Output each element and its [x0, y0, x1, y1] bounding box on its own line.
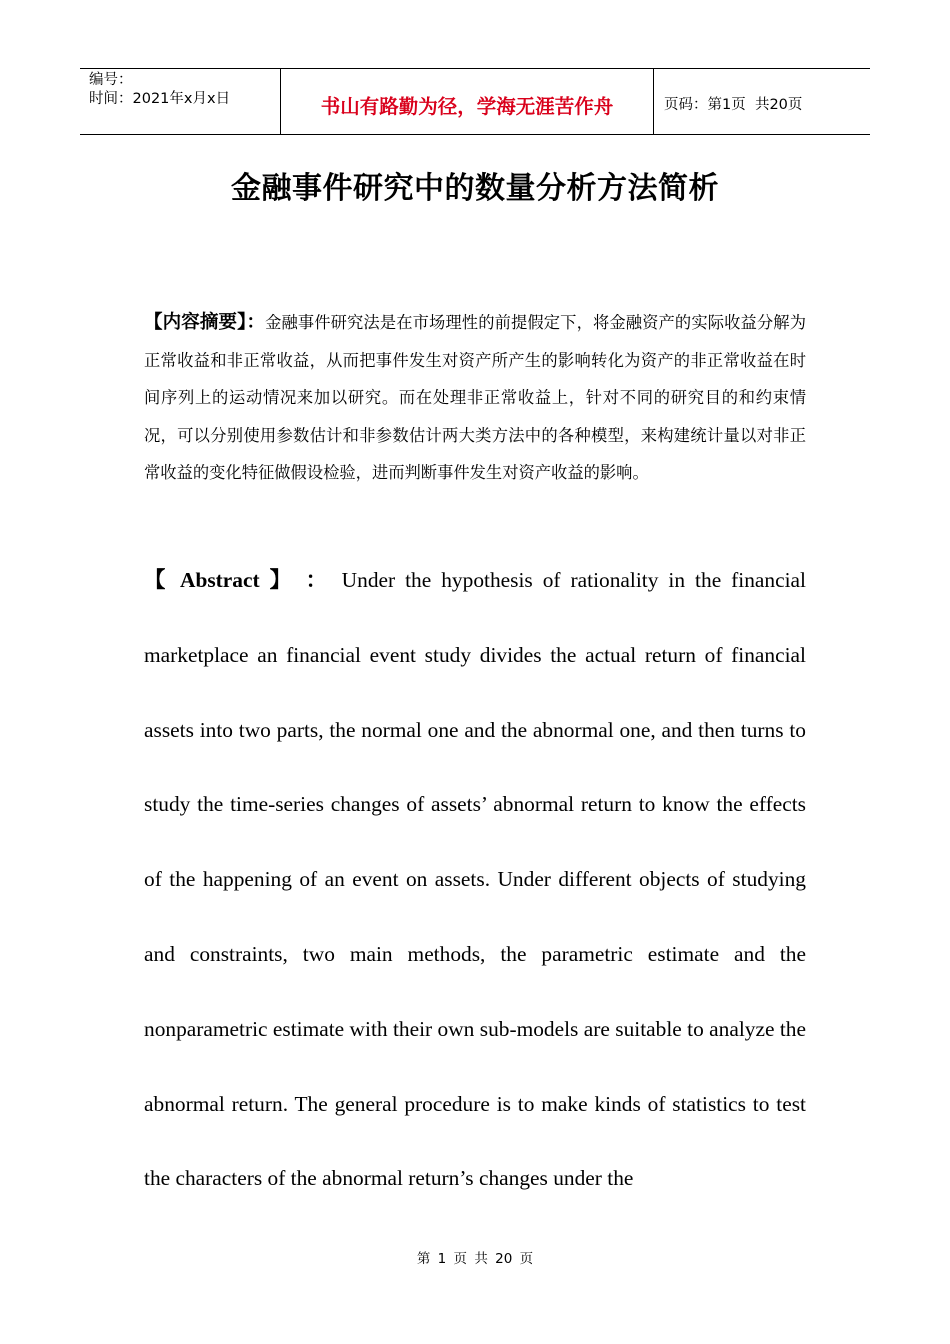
abstract-english-separator: ： — [305, 568, 332, 592]
header-meta — [80, 69, 281, 134]
page-header — [80, 68, 870, 135]
document-number-label: 编号： — [89, 72, 133, 88]
abstract-english — [144, 543, 806, 1216]
abstract-chinese — [144, 304, 806, 492]
abstract-english-text: Under the hypothesis of rationality in the financial marketplace an financial event study divides the actual return of financial assets into two parts, the normal one and the abnormal one, and then turns to study the time-series changes of assets’ abnormal return to know the effects of the happening of an event on assets. Under different objects of studying and constraints, two main methods, the parametric estimate and the nonparametric estimate with their own sub-models are suitable to analyze the abnormal return. The general procedure is to make kinds of statistics to test the characters of the abnormal return’s changes under the — [144, 568, 806, 1191]
document-title: 金融事件研究中的数量分析方法简析 — [231, 171, 719, 206]
abstract-chinese-separator: ： — [246, 312, 266, 333]
abstract-chinese-label: 【内容摘要】 — [144, 312, 247, 333]
header-page-info: 页码：第1页 共20页 — [664, 97, 803, 113]
abstract-english-label: 【 Abstract 】 — [144, 568, 296, 592]
document-date: 时间：2021年x月x日 — [89, 91, 231, 107]
page-footer: 第 1 页 共 20 页 — [416, 1251, 534, 1267]
abstract-chinese-text: 金融事件研究法是在市场理性的前提假定下，将金融资产的实际收益分解为正常收益和非正常收益，从而把事件发生对资产所产生的影响转化为资产的非正常收益在时间序列上的运动情况来加以研究。而在处理非正常收益上，针对不同的研究目的和约束情况，可以分别使用参数估计和非参数估计两大类方法中的各种模型，来构建统计量以对非正常收益的变化特征做假设检验，进而判断事件发生对资产收益的影响。 — [144, 313, 806, 482]
header-motto: 书山有路勤为径，学海无涯苦作舟 — [281, 69, 654, 134]
